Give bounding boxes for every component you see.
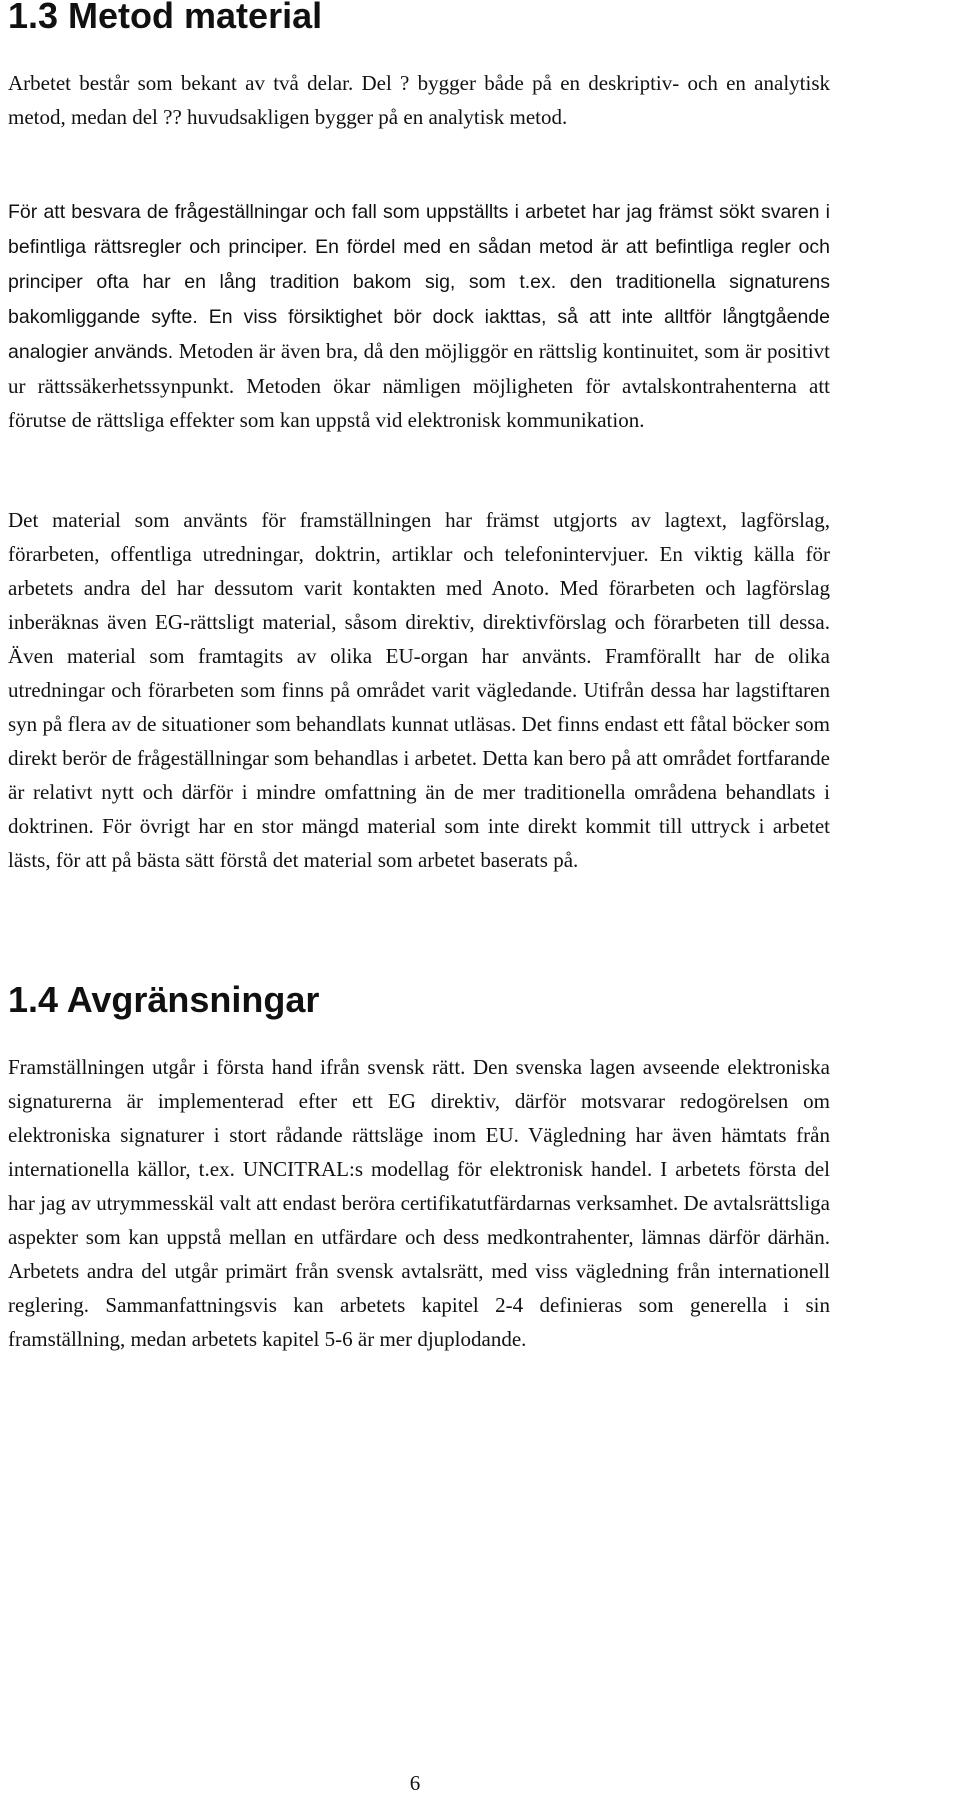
section-heading-metod-material: 1.3 Metod material [8,0,323,36]
paragraph-method-rationale-part-1: För att besvara de frågeställningar och fall som uppställts i arbetet har jag främst sökt svaren i befintliga rättsregler och principer. En fördel med en sådan metod är att befintliga regler och principer ofta har en lång tradition bakom sig, som t.ex. den traditionella signaturens bakomliggande syfte. En viss försiktighet bör dock iakttas, så att inte alltför långtgående analogier används. [8,201,830,363]
paragraph-delimitations: Framställningen utgår i första hand ifrån svensk rätt. Den svenska lagen avseende elektroniska signaturerna är implementerad efter ett EG direktiv, därför motsvarar redogörelsen om elektroniska signaturer i stort rådande rättsläge inom EU. Vägledning har även hämtats från internationella källor, t.ex. UNCITRAL:s modellag för elektronisk handel. I arbetets första del har jag av utrymmesskäl valt att endast beröra certifikatutfärdarnas verksamhet. De avtalsrättsliga aspekter som kan uppstå mellan en utfärdare och dess medkontrahenter, lämnas därför därhän. Arbetets andra del utgår primärt från svensk avtalsrätt, med viss vägledning från internationell reglering. Sammanfattningsvis kan arbetets kapitel 2-4 definieras som generella i sin framställning, medan arbetets kapitel 5-6 är mer djuplodande. [8,1055,830,1351]
section-heading-avgransningar: 1.4 Avgränsningar [8,979,320,1020]
paragraph-material-sources: Det material som använts för framställningen har främst utgjorts av lagtext, lagförslag, förarbeten, offentliga utredningar, doktrin, artiklar och telefonintervjuer. En viktig källa för arbetets andra del har dessutom varit kontakten med Anoto. Med förarbeten och lagförslag inberäknas även EG-rättsligt material, såsom direktiv, direktivförslag och förarbeten till dessa. Även material som framtagits av olika EU-organ har använts. Framförallt har de olika utredningar och förarbeten som finns på området varit vägledande. Utifrån dessa har lagstiftaren syn på flera av de situationer som behandlats kunnat utläsas. Det finns endast ett fåtal böcker som direkt berör de frågeställningar som behandlas i arbetet. Detta kan bero på att området fortfarande är relativt nytt och därför i mindre omfattning än de mer traditionella områdena behandlats i doktrinen. För övrigt har en stor mängd material som inte direkt kommit till uttryck i arbetet lästs, för att på bästa sätt förstå det material som arbetet baserats på. [8,508,830,872]
paragraph-method-rationale-part-2: Metoden är även bra, då den möjliggör en rättslig kontinuitet, som är positivt ur rättssäkerhetssynpunkt. Metoden ökar nämligen möjligheten för avtalskontrahenterna att förutse de rättsliga effekter som kan uppstå vid elektronisk kommunikation. [8,339,830,432]
page-number: 6 [409,1771,421,1795]
paragraph-method-overview: Arbetet består som bekant av två delar. Del ? bygger både på en deskriptiv- och en analytisk metod, medan del ?? huvudsakligen bygger på en analytisk metod. [8,71,830,129]
paragraph-method-rationale [8,194,830,437]
